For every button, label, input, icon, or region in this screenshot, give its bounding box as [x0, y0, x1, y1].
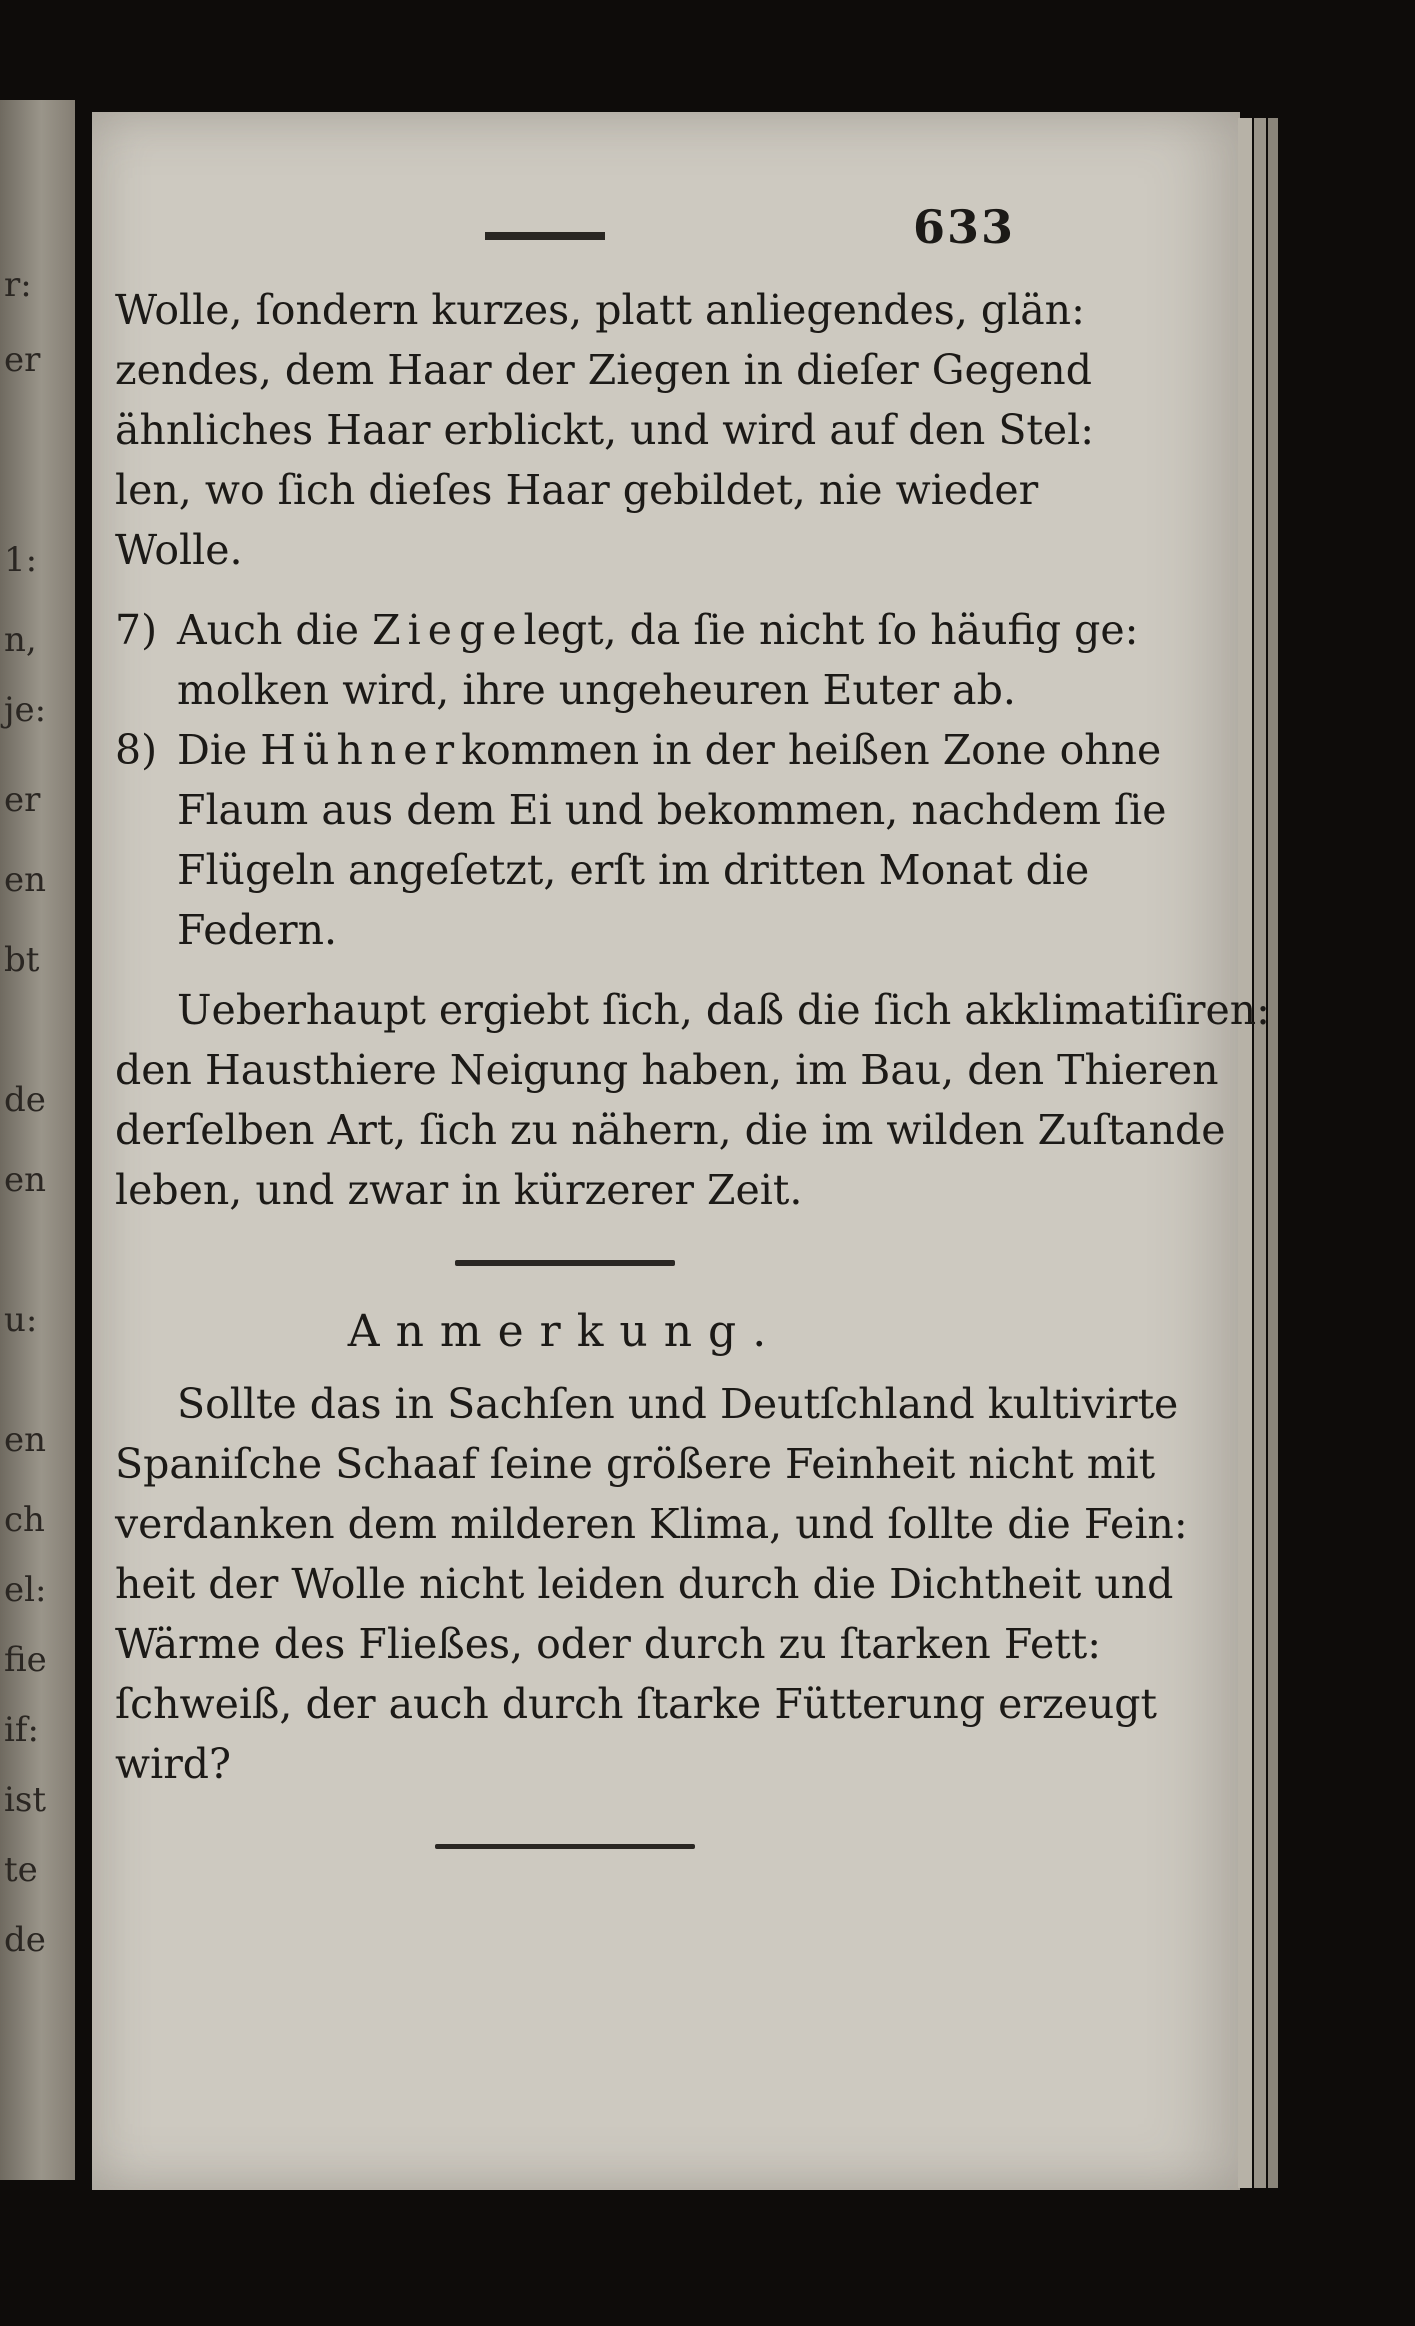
previous-page-edge	[0, 100, 75, 2180]
text-line: Sollte das in Sachſen und Deutſchland kultivirte	[177, 1380, 1179, 1428]
previous-page-text-fragment: n,	[4, 620, 37, 660]
text-line: den Hausthiere Neigung haben, im Bau, den Thieren	[115, 1046, 1219, 1094]
previous-page-text-fragment: bt	[4, 940, 40, 980]
previous-page-text-fragment: de	[4, 1920, 46, 1960]
text-line: 7) Auch die Ziege legt, da ſie nicht ſo häufig ge:	[115, 600, 1015, 660]
text-line: 8) Die Hühner kommen in der heißen Zone ohne	[115, 720, 1015, 780]
section-divider	[455, 1260, 675, 1266]
previous-page-text-fragment: en	[4, 860, 47, 900]
previous-page-text-fragment: ist	[4, 1780, 46, 1820]
emphasized-word: Ziege	[372, 606, 524, 654]
text-line: verdanken dem milderen Klima, und ſollte die Fein:	[115, 1500, 1188, 1548]
previous-page-text-fragment: u:	[4, 1300, 38, 1340]
text-line: ſchweiß, der auch durch ſtarke Fütterung erzeugt	[115, 1680, 1157, 1728]
page-edge	[1238, 118, 1252, 2188]
text-line: Wolle.	[115, 526, 243, 574]
text-line: Wolle, ſondern kurzes, platt anliegendes, glän:	[115, 286, 1085, 334]
list-item-7	[115, 600, 1139, 720]
text-line: wird?	[115, 1740, 232, 1788]
item-number: 7)	[115, 606, 158, 654]
previous-page-text-fragment: if:	[4, 1710, 39, 1750]
note-paragraph	[115, 1374, 1188, 1794]
text-line: heit der Wolle nicht leiden durch die Dichtheit und	[115, 1560, 1174, 1608]
text-line: Ueberhaupt ergiebt ſich, daß die ſich akklimatiſiren:	[177, 986, 1270, 1034]
text-line: Federn.	[177, 906, 338, 954]
previous-page-text-fragment: r:	[4, 265, 32, 305]
text-line: len, wo ſich dieſes Haar gebildet, nie wieder	[115, 466, 1039, 514]
previous-page-text-fragment: el:	[4, 1570, 47, 1610]
page-number: 633	[912, 200, 1015, 254]
previous-page-text-fragment: de	[4, 1080, 46, 1120]
text-line: ähnliches Haar erblickt, und wird auf den Stel:	[115, 406, 1095, 454]
previous-page-text-fragment: er	[4, 780, 41, 820]
text-line: Flaum aus dem Ei und bekommen, nachdem ſie	[177, 786, 1167, 834]
item-number: 8)	[115, 726, 158, 774]
previous-page-text-fragment: en	[4, 1420, 47, 1460]
previous-page-text-fragment: te	[4, 1850, 38, 1890]
text-line: Wärme des Fließes, oder durch zu ſtarken Fett:	[115, 1620, 1102, 1668]
text-line: molken wird, ihre ungeheuren Euter ab.	[177, 666, 1016, 714]
page-content	[115, 190, 1270, 1883]
text-line: zendes, dem Haar der Ziegen in dieſer Gegend	[115, 346, 1092, 394]
previous-page-text-fragment: fie	[4, 1640, 47, 1680]
previous-page-text-fragment: ch	[4, 1500, 45, 1540]
end-divider	[435, 1844, 695, 1849]
emphasized-word: Hühner	[260, 726, 462, 774]
note-heading: Anmerkung.	[347, 1306, 783, 1357]
list-item-8	[115, 720, 1167, 960]
continuation-paragraph	[115, 280, 1095, 580]
text-line: Spaniſche Schaaf ſeine größere Feinheit nicht mit	[115, 1440, 1156, 1488]
summary-paragraph	[115, 980, 1270, 1220]
text-line: derſelben Art, ſich zu nähern, die im wilden Zuſtande	[115, 1106, 1226, 1154]
text-line: leben, und zwar in kürzerer Zeit.	[115, 1166, 803, 1214]
previous-page-text-fragment: je:	[4, 690, 47, 730]
previous-page-text-fragment: 1:	[4, 540, 38, 580]
page-edge	[1268, 118, 1278, 2188]
previous-page-text-fragment: en	[4, 1160, 47, 1200]
text-line: Flügeln angeſetzt, erſt im dritten Monat die	[177, 846, 1090, 894]
header-rule	[485, 232, 605, 240]
page-edge	[1254, 118, 1266, 2188]
page-header	[115, 190, 1015, 280]
previous-page-text-fragment: er	[4, 340, 41, 380]
